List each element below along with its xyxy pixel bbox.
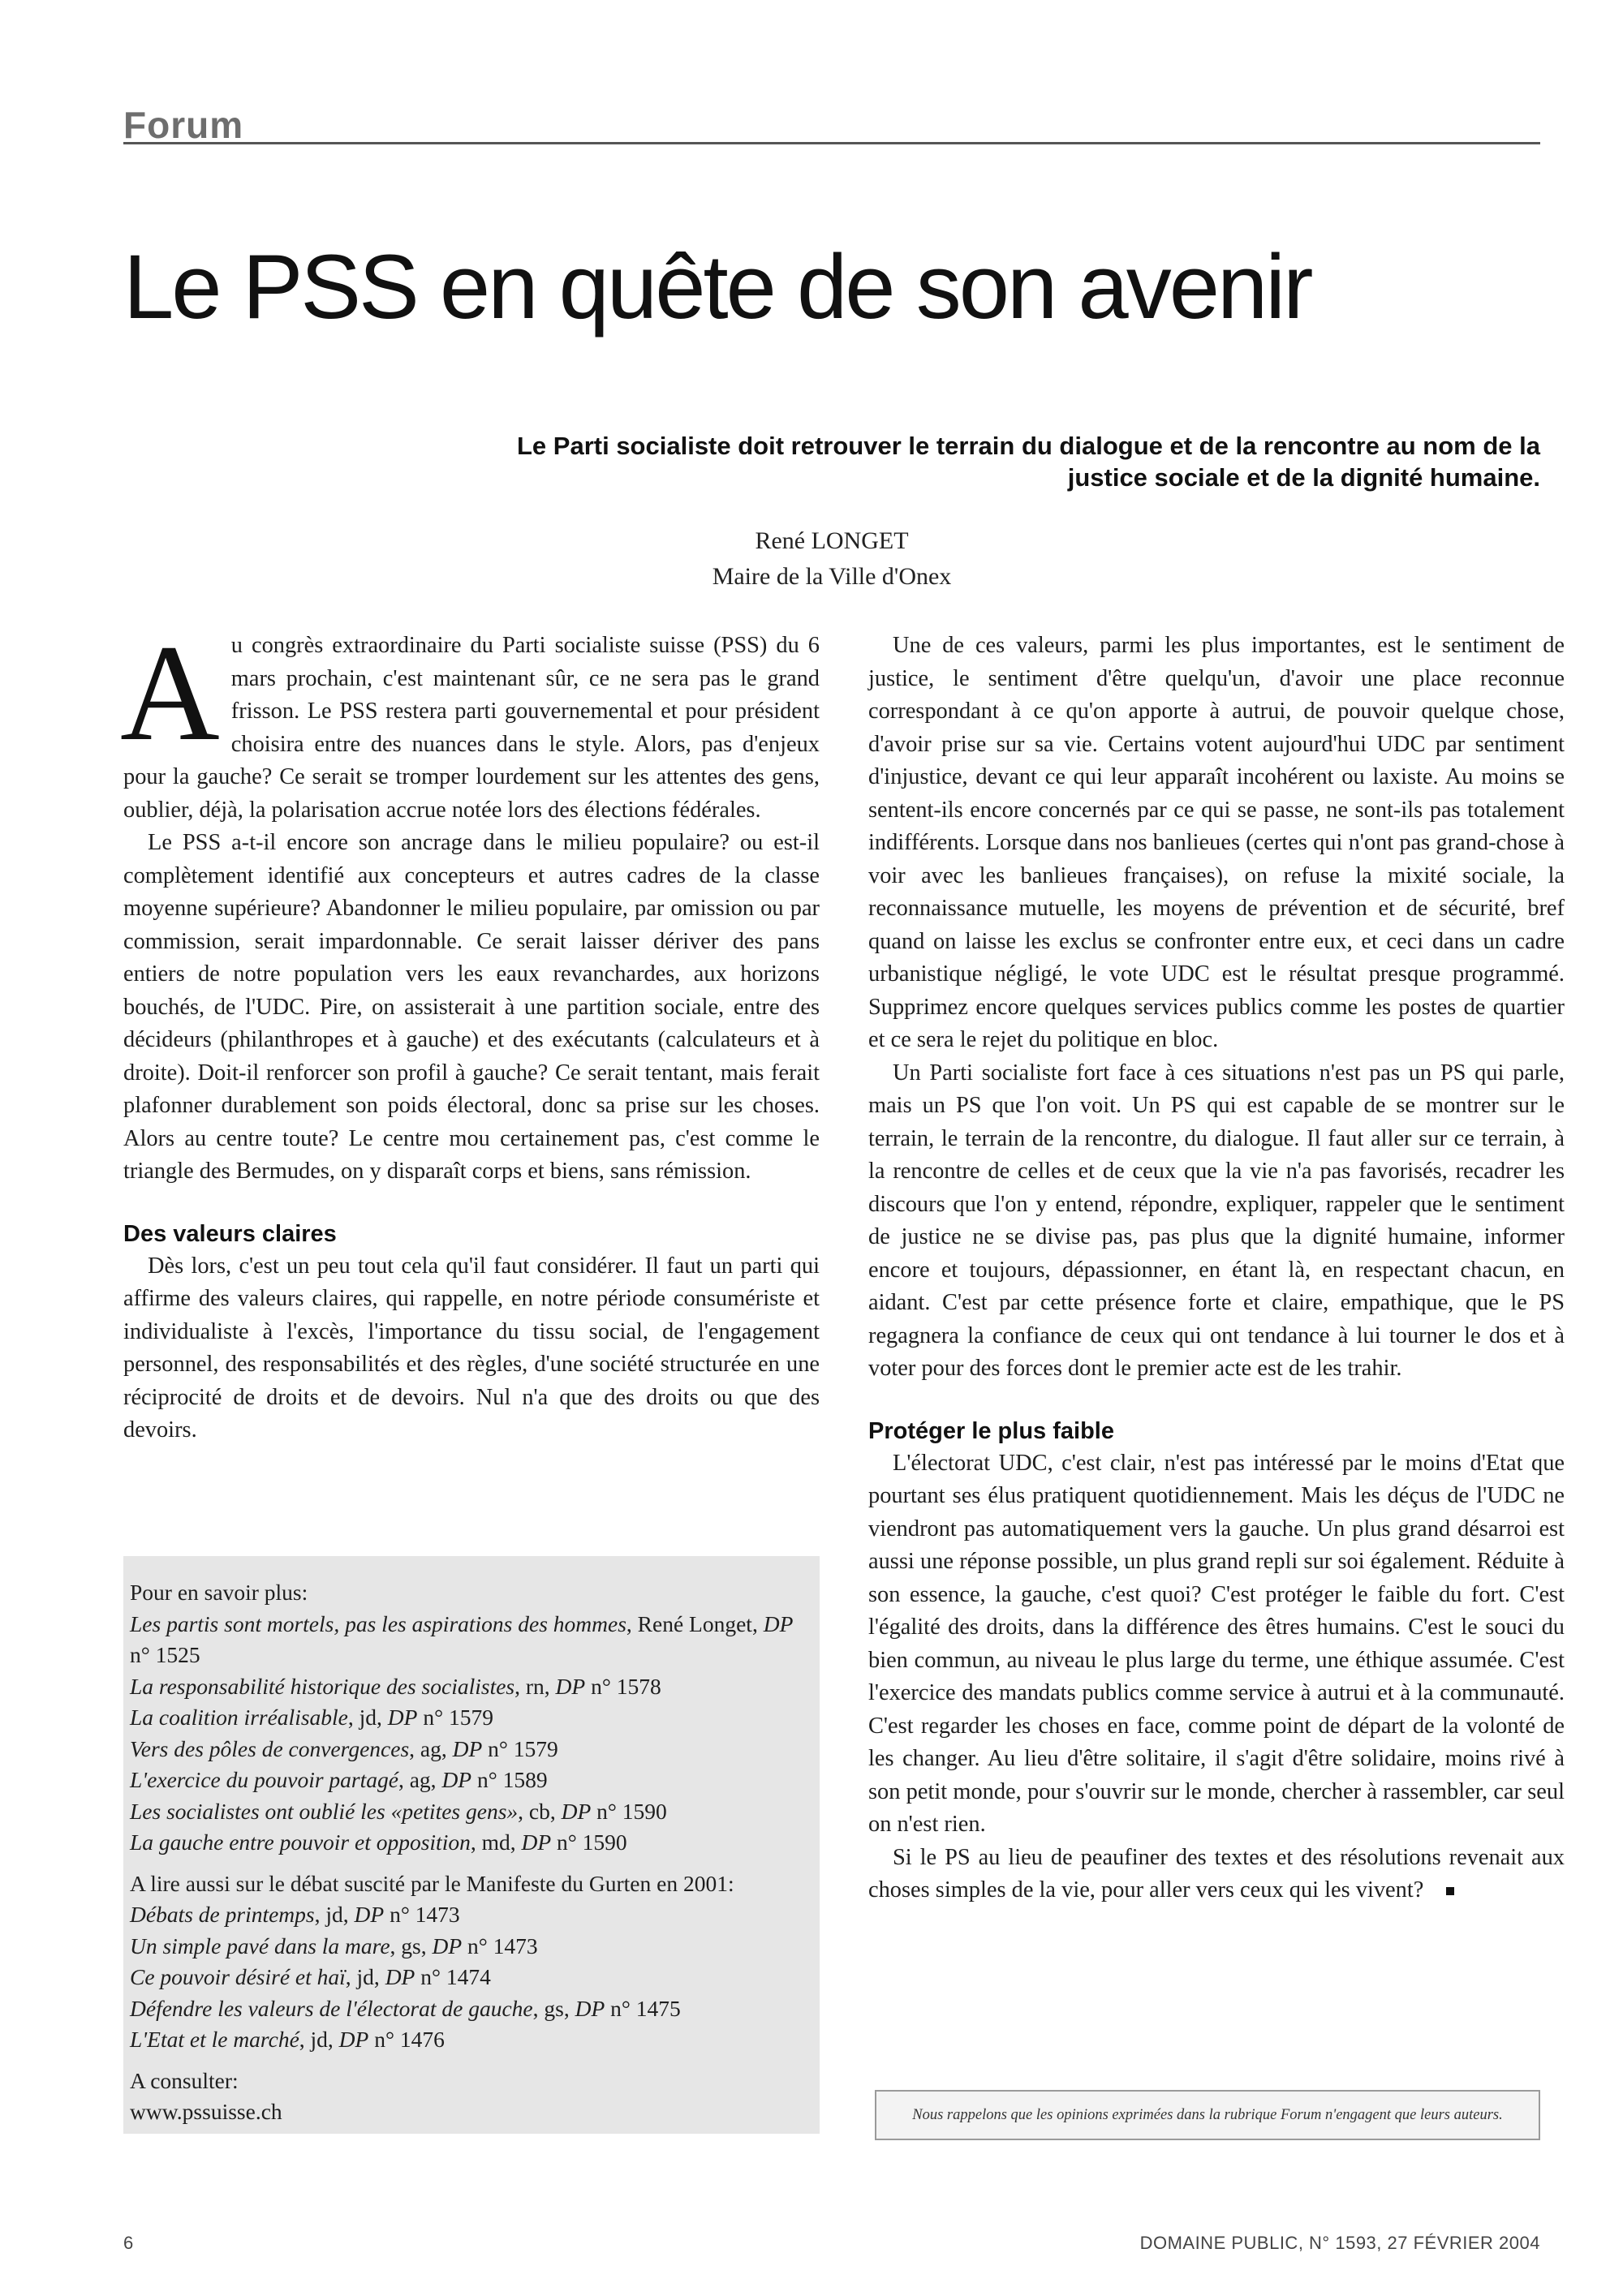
reading-issue-number: n° 1590 bbox=[551, 1829, 627, 1855]
article-lead: Le Parti socialiste doit retrouver le terrain du dialogue et de la rencontre au nom de la justice sociale et de la dignité humaine. bbox=[517, 432, 1540, 492]
reading-item bbox=[130, 1993, 812, 2025]
reading-item bbox=[130, 1827, 812, 1859]
right-column bbox=[868, 630, 1565, 1907]
reading-title: Ce pouvoir désiré et haï bbox=[130, 1964, 346, 1989]
reading-item bbox=[130, 1931, 812, 1963]
reading-source: DP bbox=[452, 1735, 483, 1761]
reading-issue-number: n° 1475 bbox=[605, 1995, 681, 2021]
reading-title: La gauche entre pouvoir et opposition bbox=[130, 1829, 471, 1855]
paragraph: L'électorat UDC, c'est clair, n'est pas intéressé par le moins d'Etat que pourtant ses élus pratiquent quotidiennement. Mais les déçus de l'UDC ne viendront pas automatiquement vers la gauche. Un plus grand désarroi est aussi une réponse possible, un plus grand repli sur soi également. Réduite à son essence, la gauche, c'est quoi? C'est protéger le faible du fort. C'est l'égalité des droits, dans la différence des êtres humains. C'est le souci du bien commun, au niveau le plus large du terme, une éthique assumée. C'est l'exercice des mandats publics comme service à autrui et à la communauté. C'est regarder les choses en face, comme point de départ de la volonté de les changer. Au lieu d'être solitaire, il s'agit d'être solidaire, moins rivé à son petit monde, pour s'ouvrir sur le monde, chercher à rassembler, car seul on n'est rien. bbox=[868, 1450, 1565, 1837]
paragraph: Le PSS a-t-il encore son ancrage dans le milieu populaire? ou est-il complètement identifié aux concepteurs et autres cadres de la classe moyenne supérieure? Abandonner le milieu populaire, par omission ou par commission, serait impardonnable. Ce serait laisser dériver des pans entiers de notre population vers les eaux revanchardes, aux horizons bouchés, de l'UDC. Pire, on assisterait à une partition sociale, entre des décideurs (philanthropes et à gauche) et des exécutants (calculateurs et à droite). Doit-il renforcer son profil à gauche? Ce serait tentant, mais ferait plafonner durablement son poids électoral, donc sa prise sur les choses. Alors au centre toute? Le centre mou certainement pas, c'est comme le triangle des Bermudes, on y disparaît corps et biens, sans rémission. bbox=[123, 830, 820, 1184]
paragraph bbox=[868, 1842, 1565, 1907]
reading-title: La coalition irréalisable bbox=[130, 1705, 348, 1730]
reading-issue-number: n° 1590 bbox=[591, 1798, 667, 1824]
reading-list bbox=[130, 1899, 812, 2056]
reading-source: DP bbox=[338, 2027, 369, 2052]
reading-source: DP bbox=[354, 1902, 385, 1927]
reading-source: DP bbox=[521, 1829, 552, 1855]
left-column bbox=[120, 617, 820, 1447]
further-reading-box bbox=[123, 1556, 820, 2134]
reading-author: , René Longet, bbox=[626, 1610, 764, 1636]
author-name: René LONGET bbox=[755, 527, 909, 554]
reading-author: , rn, bbox=[514, 1673, 556, 1699]
paragraph-text: Si le PS au lieu de peaufiner des textes et des résolutions revenait aux choses simples de la vie, pour aller vers ceux qui les vivent? bbox=[868, 1844, 1565, 1903]
reading-group bbox=[130, 2066, 812, 2128]
reading-title: Les socialistes ont oublié les «petites gens» bbox=[130, 1798, 519, 1824]
reading-item bbox=[130, 1899, 812, 1931]
reading-title: La responsabilité historique des socialistes bbox=[130, 1673, 515, 1699]
reading-title: Défendre les valeurs de l'électorat de gauche bbox=[130, 1995, 533, 2021]
publication-info: DOMAINE PUBLIC, N° 1593, 27 FÉVRIER 2004 bbox=[1139, 2233, 1540, 2253]
reading-item bbox=[130, 1962, 812, 1993]
reading-author: , jd, bbox=[345, 1964, 385, 1989]
reading-list bbox=[130, 1609, 812, 1859]
section-heading: Des valeurs claires bbox=[123, 1220, 337, 1247]
reading-item bbox=[130, 1796, 812, 1828]
website-link[interactable]: www.pssuisse.ch bbox=[130, 2099, 282, 2124]
reading-item bbox=[130, 2024, 812, 2056]
section-heading: Protéger le plus faible bbox=[868, 1417, 1114, 1444]
reading-title: Les partis sont mortels, pas les aspirations des hommes bbox=[130, 1610, 626, 1636]
reading-issue-number: n° 1474 bbox=[415, 1964, 491, 1989]
reading-item bbox=[130, 1671, 812, 1703]
reading-source: DP bbox=[441, 1767, 472, 1792]
reading-author: , jd, bbox=[299, 2027, 339, 2052]
reading-issue-number: n° 1473 bbox=[384, 1902, 460, 1927]
reading-heading: A lire aussi sur le débat suscité par le Manifeste du Gurten en 2001: bbox=[130, 1870, 734, 1896]
reading-item bbox=[130, 1702, 812, 1734]
rubric-header bbox=[123, 104, 1540, 144]
reading-title: Un simple pavé dans la mare bbox=[130, 1933, 390, 1958]
rubric-label: Forum bbox=[123, 104, 244, 146]
reading-item bbox=[130, 1765, 812, 1796]
reading-source: DP bbox=[555, 1673, 586, 1699]
reading-author: , jd, bbox=[347, 1705, 388, 1730]
reading-source: DP bbox=[385, 1964, 415, 1989]
reading-issue-number: n° 1579 bbox=[417, 1705, 493, 1730]
reading-issue-number: n° 1473 bbox=[462, 1933, 538, 1958]
reading-source: DP bbox=[561, 1798, 592, 1824]
reading-author: , gs, bbox=[532, 1995, 575, 2021]
reading-title: L'exercice du pouvoir partagé bbox=[130, 1767, 398, 1792]
reading-title: Débats de printemps bbox=[130, 1902, 315, 1927]
reading-item bbox=[130, 1734, 812, 1765]
drop-cap: A bbox=[120, 617, 220, 769]
reading-item bbox=[130, 1609, 812, 1671]
paragraph: Une de ces valeurs, parmi les plus importantes, est le sentiment de justice, le sentiment d'être quelqu'un, d'avoir une place reconnue correspondant à ce qu'on apporte à autrui, de pouvoir quelque chose, d'avoir prise sur sa vie. Certains votent aujourd'hui UDC par sentiment d'injustice, devant ce qui leur apparaît incohérent ou laxiste. Au moins se sentent-ils encore concernés par ce qui se passe, ne sont-ils pas totalement indifférents. Lorsque dans nos banlieues (certes qui n'ont pas grand-chose à voir avec les banlieues françaises), on refuse la mixité sociale, la reconnaissance mutuelle, les moyens de prévention et de sécurité, bref quand on laisse les exclus se confronter entre eux, et ceci dans un cadre urbanistique négligé, le vote UDC est le résultat presque programmé. Supprimez encore quelques services publics comme les postes de quartier et ce sera le rejet du politique en bloc. bbox=[868, 633, 1565, 1052]
reading-issue-number: n° 1589 bbox=[471, 1767, 548, 1792]
reading-heading: A consulter: bbox=[130, 2067, 239, 2093]
paragraph: Dès lors, c'est un peu tout cela qu'il faut considérer. Il faut un parti qui affirme des valeurs claires, qui rappelle, en notre période consumériste et individualiste à l'excès, l'importance du tissu social, de l'engagement personnel, des responsabilités et des règles, d'une société structurée en une réciprocité de droits et de devoirs. Nul n'a que des droits ou que des devoirs. bbox=[123, 1253, 820, 1443]
reading-source: DP bbox=[432, 1933, 463, 1958]
reading-source: DP bbox=[387, 1705, 418, 1730]
forum-disclaimer: Nous rappelons que les opinions exprimées dans la rubrique Forum n'engagent que leurs auteurs. bbox=[875, 2090, 1540, 2140]
reading-author: , jd, bbox=[314, 1902, 355, 1927]
reading-issue-number: n° 1525 bbox=[130, 1642, 200, 1667]
reading-source: DP bbox=[575, 1995, 605, 2021]
end-of-article-mark bbox=[1446, 1887, 1454, 1895]
reading-group bbox=[130, 1868, 812, 2056]
reading-author: , md, bbox=[470, 1829, 522, 1855]
reading-issue-number: n° 1476 bbox=[368, 2027, 445, 2052]
article-title: Le PSS en quête de son avenir bbox=[123, 236, 1311, 338]
reading-author: , ag, bbox=[398, 1767, 442, 1792]
paragraph: Un Parti socialiste fort face à ces situations n'est pas un PS qui parle, mais un PS que l'on voit. Un PS qui est capable de se montrer sur le terrain, le terrain de la rencontre, du dialogue. Il faut aller sur ce terrain, à la rencontre de celles et de ceux que la vie n'a pas favorisés, recadrer les discours que l'on y entend, répondre, expliquer, rappeler que le sentiment de justice ne se divise pas, pas plus que la dignité humaine, informer encore et toujours, dépassionner, en étant là, en respectant chacun, en aidant. C'est par cette présence forte et claire, empathique, que le PS regagnera la confiance de ceux qui ont tendance à lui tourner le dos et à voter pour des forces dont le premier acte est de les trahir. bbox=[868, 1060, 1565, 1381]
reading-group bbox=[130, 1577, 812, 1859]
reading-heading: Pour en savoir plus: bbox=[130, 1580, 308, 1605]
reading-author: , cb, bbox=[518, 1798, 562, 1824]
paragraph bbox=[120, 617, 820, 827]
page-number: 6 bbox=[123, 2233, 134, 2253]
reading-source: DP bbox=[763, 1610, 794, 1636]
reading-title: Vers des pôles de convergences bbox=[130, 1735, 410, 1761]
reading-issue-number: n° 1579 bbox=[482, 1735, 558, 1761]
reading-title: L'Etat et le marché bbox=[130, 2027, 299, 2052]
reading-author: , ag, bbox=[409, 1735, 453, 1761]
reading-issue-number: n° 1578 bbox=[585, 1673, 661, 1699]
reading-author: , gs, bbox=[390, 1933, 433, 1958]
author-role: Maire de la Ville d'Onex bbox=[712, 563, 952, 590]
paragraph-text: u congrès extraordinaire du Parti socialiste suisse (PSS) du 6 mars prochain, c'est maintenant sûr, ce ne sera pas le grand frisson. Le PSS restera parti gouvernemental et pour président choisira entre des nuances dans le style. Alors, pas d'enjeux pour la gauche? Ce serait se tromper lourdement sur les attentes des gens, oublier, déjà, la polarisation accrue notée lors des élections fédérales. bbox=[123, 633, 820, 823]
